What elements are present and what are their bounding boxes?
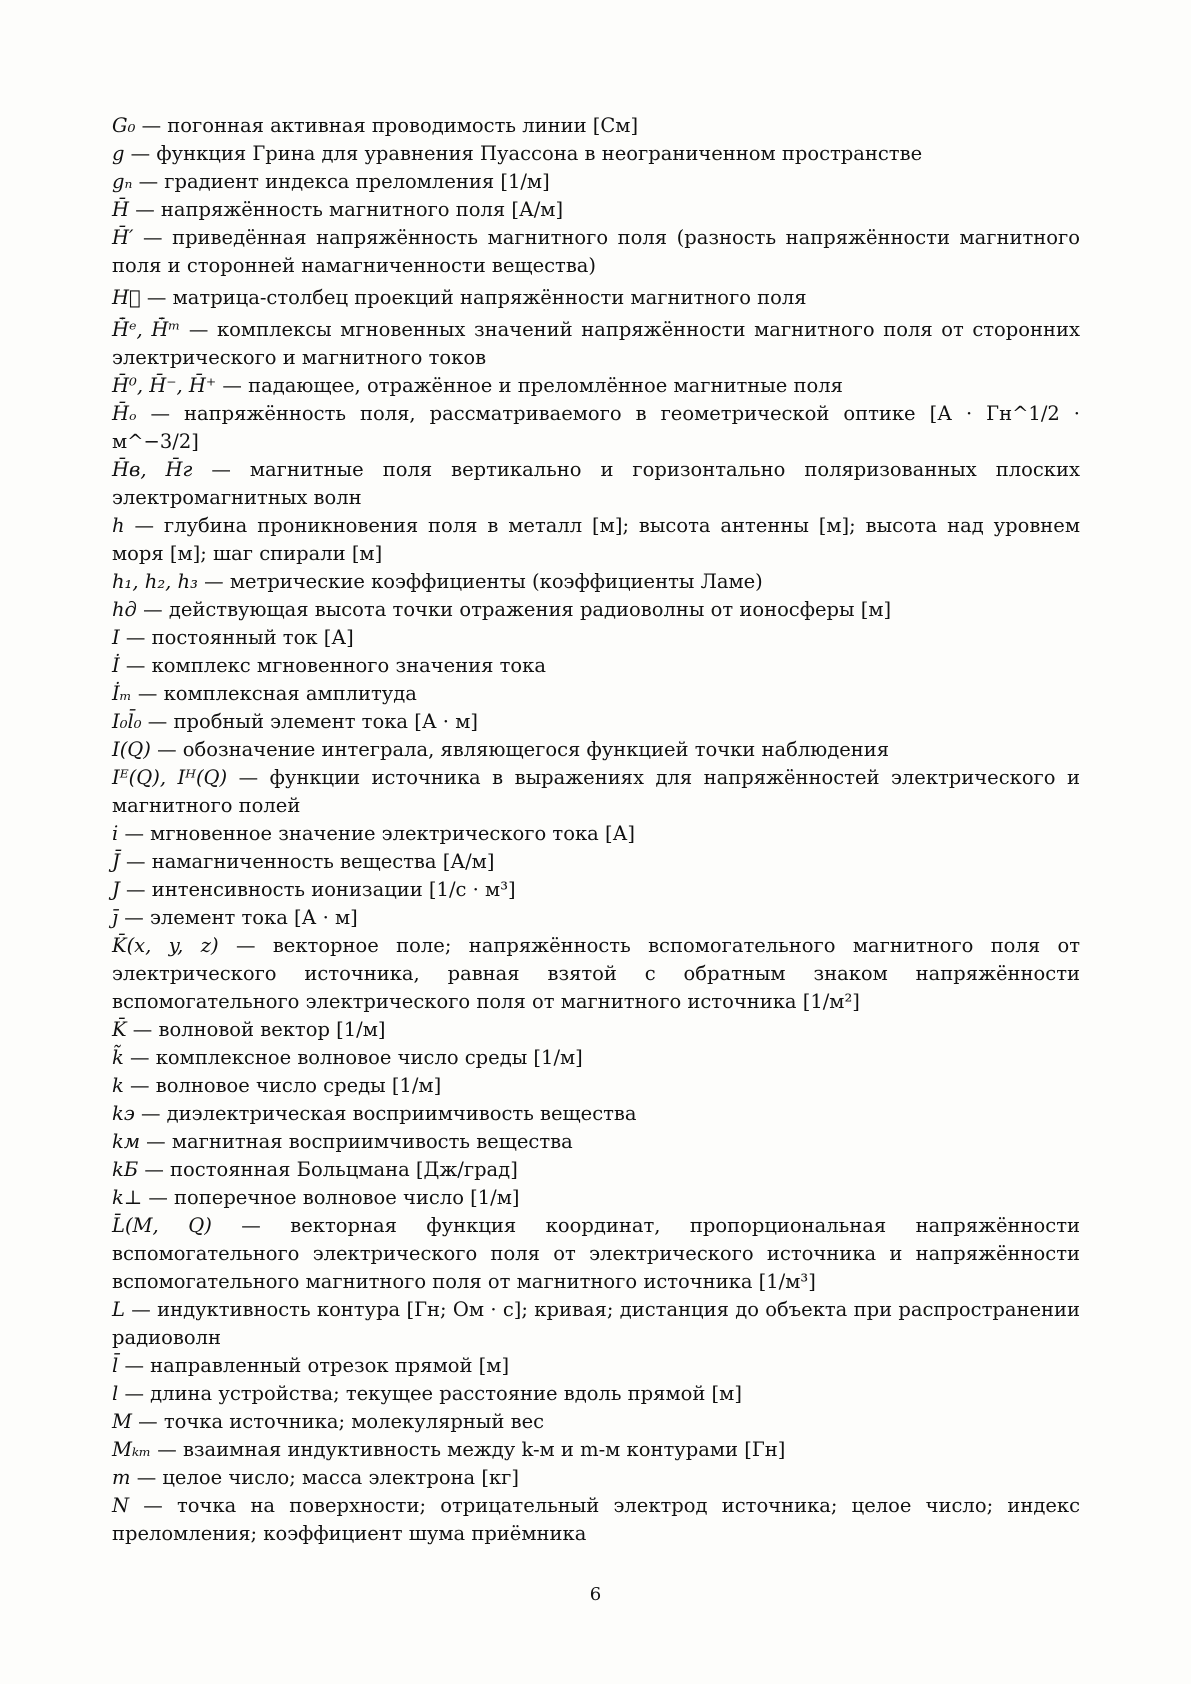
notation-entry (112, 456, 1080, 512)
notation-entry (112, 1492, 1080, 1548)
entry-symbol: H⃗ (112, 286, 141, 309)
entry-text: — функция Грина для уравнения Пуассона в неограниченном пространстве (124, 142, 923, 165)
entry-symbol: hд (112, 598, 137, 621)
entry-symbol: Iᴱ(Q), Iᴴ(Q) (112, 766, 228, 789)
notation-entry (112, 1352, 1080, 1380)
entry-symbol: N (112, 1494, 130, 1517)
entry-text: — длина устройства; текущее расстояние вдоль прямой [м] (118, 1382, 742, 1405)
notation-entry (112, 1296, 1080, 1352)
entry-text: — векторное поле; напряжённость вспомогательного магнитного поля от электрического источника, равная взятой с обратным знаком напряжённости вспомогательного электрического поля от магнитного источника [1/м²] (112, 934, 1081, 1013)
entry-text: — векторная функция координат, пропорциональная напряжённости вспомогательного электрического поля от электрического источника и напряжённости вспомогательного магнитного поля от магнитного источника [1/м³] (112, 1214, 1080, 1293)
notation-entry (112, 372, 1080, 400)
entry-symbol: h₁, h₂, h₃ (112, 570, 198, 593)
entry-text: — матрица-столбец проекций напряжённости магнитного поля (140, 286, 807, 309)
entry-symbol: İₘ (112, 682, 132, 705)
entry-text: — элемент тока [А · м] (118, 906, 358, 929)
entry-text: — действующая высота точки отражения радиоволны от ионосферы [м] (136, 598, 892, 621)
entry-symbol: K̄ (112, 1018, 127, 1041)
notation-entry (112, 140, 1080, 168)
notation-entry (112, 904, 1080, 932)
notation-entry (112, 1464, 1080, 1492)
entry-text: — комплекс мгновенного значения тока (119, 654, 546, 677)
entry-symbol: i (112, 822, 119, 845)
notation-entry (112, 596, 1080, 624)
entry-text: — намагниченность вещества [А/м] (119, 850, 495, 873)
notation-entry (112, 1156, 1080, 1184)
entry-text: — волновое число среды [1/м] (123, 1074, 442, 1097)
entry-text: — диэлектрическая восприимчивость вещества (134, 1102, 637, 1125)
notation-entry (112, 1100, 1080, 1128)
notation-entry (112, 224, 1080, 280)
entry-text: — точка источника; молекулярный вес (131, 1410, 545, 1433)
entry-symbol: k̃ (112, 1046, 124, 1069)
entry-symbol: kэ (112, 1102, 135, 1125)
notation-entry (112, 624, 1080, 652)
notation-entry (112, 1072, 1080, 1100)
entry-symbol: H̄ₒ (112, 402, 137, 425)
notation-entry (112, 680, 1080, 708)
notation-entry (112, 1016, 1080, 1044)
entry-text: — напряжённость магнитного поля [А/м] (129, 198, 564, 221)
entry-text: — глубина проникновения поля в металл [м]; высота антенны [м]; высота над уровнем моря [м]; шаг спирали [м] (112, 514, 1080, 565)
entry-text: — обозначение интеграла, являющегося функцией точки наблюдения (150, 738, 890, 761)
entry-text: — комплексная амплитуда (131, 682, 417, 705)
notation-entry (112, 512, 1080, 568)
notation-entry (112, 1436, 1080, 1464)
entry-symbol: K̄(x, y, z) (112, 934, 219, 957)
entry-symbol: I (112, 626, 120, 649)
entry-symbol: J̄ (112, 850, 120, 873)
entry-text: — индуктивность контура [Гн; Ом · с]; кривая; дистанция до объекта при распространении радиоволн (112, 1298, 1080, 1349)
entry-text: — магнитная восприимчивость вещества (139, 1130, 573, 1153)
notation-list (112, 112, 1080, 1548)
notation-entry (112, 1408, 1080, 1436)
notation-entry (112, 112, 1080, 140)
entry-symbol: k⊥ (112, 1186, 143, 1209)
entry-symbol: j̄ (112, 906, 119, 929)
entry-text: — напряжённость поля, рассматриваемого в геометрической оптике [А · Гн^1/2 · м^−3/2] (112, 402, 1080, 453)
entry-text: — погонная активная проводимость линии [См] (135, 114, 639, 137)
entry-symbol: I(Q) (112, 738, 151, 761)
entry-symbol: Mₖₘ (112, 1438, 152, 1461)
entry-text: — постоянная Больцмана [Дж/град] (138, 1158, 518, 1181)
notation-entry (112, 1128, 1080, 1156)
entry-text: — целое число; масса электрона [кг] (130, 1466, 519, 1489)
entry-symbol: İ (112, 654, 120, 677)
entry-text: — магнитные поля вертикально и горизонтально поляризованных плоских электромагнитных волн (112, 458, 1080, 509)
notation-entry (112, 876, 1080, 904)
entry-text: — приведённая напряжённость магнитного поля (разность напряжённости магнитного поля и сторонней намагниченности вещества) (112, 226, 1080, 277)
notation-entry (112, 932, 1080, 1016)
notation-entry (112, 1044, 1080, 1072)
page-number: 6 (589, 1584, 602, 1605)
entry-text: — комплексы мгновенных значений напряжённости магнитного поля от сторонних электрического и магнитного токов (112, 318, 1080, 369)
entry-symbol: L (112, 1298, 125, 1321)
notation-entry (112, 848, 1080, 876)
notation-entry (112, 652, 1080, 680)
notation-entry (112, 736, 1080, 764)
entry-symbol: H̄⁰, H̄⁻, H̄⁺ (112, 374, 217, 397)
entry-symbol: I₀l̄₀ (112, 710, 142, 733)
notation-entry (112, 400, 1080, 456)
entry-symbol: kм (112, 1130, 140, 1153)
entry-symbol: l̄ (112, 1354, 119, 1377)
entry-symbol: l (112, 1382, 119, 1405)
entry-symbol: kБ (112, 1158, 139, 1181)
entry-text: — метрические коэффициенты (коэффициенты Ламе) (197, 570, 763, 593)
entry-symbol: J (112, 878, 120, 901)
entry-text: — точка на поверхности; отрицательный электрод источника; целое число; индекс преломления; коэффициент шума приёмника (112, 1494, 1080, 1545)
entry-text: — интенсивность ионизации [1/с · м³] (119, 878, 516, 901)
entry-text: — постоянный ток [А] (119, 626, 354, 649)
notation-entry (112, 1184, 1080, 1212)
notation-entry (112, 196, 1080, 224)
notation-entry (112, 764, 1080, 820)
entry-symbol: m (112, 1466, 131, 1489)
entry-text: — градиент индекса преломления [1/м] (132, 170, 550, 193)
entry-text: — мгновенное значение электрического тока [А] (118, 822, 635, 845)
entry-symbol: M (112, 1410, 132, 1433)
entry-text: — комплексное волновое число среды [1/м] (123, 1046, 583, 1069)
entry-symbol: L̄(M, Q) (112, 1214, 212, 1237)
entry-symbol: G₀ (112, 114, 136, 137)
notation-entry (112, 820, 1080, 848)
notation-entry (112, 316, 1080, 372)
entry-symbol: H̄′ (112, 226, 134, 249)
notation-entry (112, 1212, 1080, 1296)
entry-symbol: H̄ (112, 198, 130, 221)
entry-text: — волновой вектор [1/м] (126, 1018, 386, 1041)
notation-entry (112, 568, 1080, 596)
entry-symbol: h (112, 514, 125, 537)
entry-text: — направленный отрезок прямой [м] (118, 1354, 510, 1377)
notation-entry (112, 284, 1080, 312)
entry-symbol: k (112, 1074, 124, 1097)
notation-entry (112, 168, 1080, 196)
entry-symbol: H̄̇ᵉ, H̄̇ᵐ (112, 318, 181, 341)
entry-text: — падающее, отражённое и преломлённое магнитные поля (216, 374, 843, 397)
notation-entry (112, 708, 1080, 736)
entry-symbol: g (112, 142, 125, 165)
entry-text: — функции источника в выражениях для напряжённостей электрического и магнитного полей (112, 766, 1080, 817)
entry-text: — пробный элемент тока [А · м] (141, 710, 478, 733)
entry-text: — взаимная индуктивность между k-м и m-м контурами [Гн] (151, 1438, 786, 1461)
entry-symbol: gₙ (112, 170, 133, 193)
notation-entry (112, 1380, 1080, 1408)
entry-symbol: H̄в, H̄г (112, 458, 193, 481)
entry-text: — поперечное волновое число [1/м] (142, 1186, 520, 1209)
